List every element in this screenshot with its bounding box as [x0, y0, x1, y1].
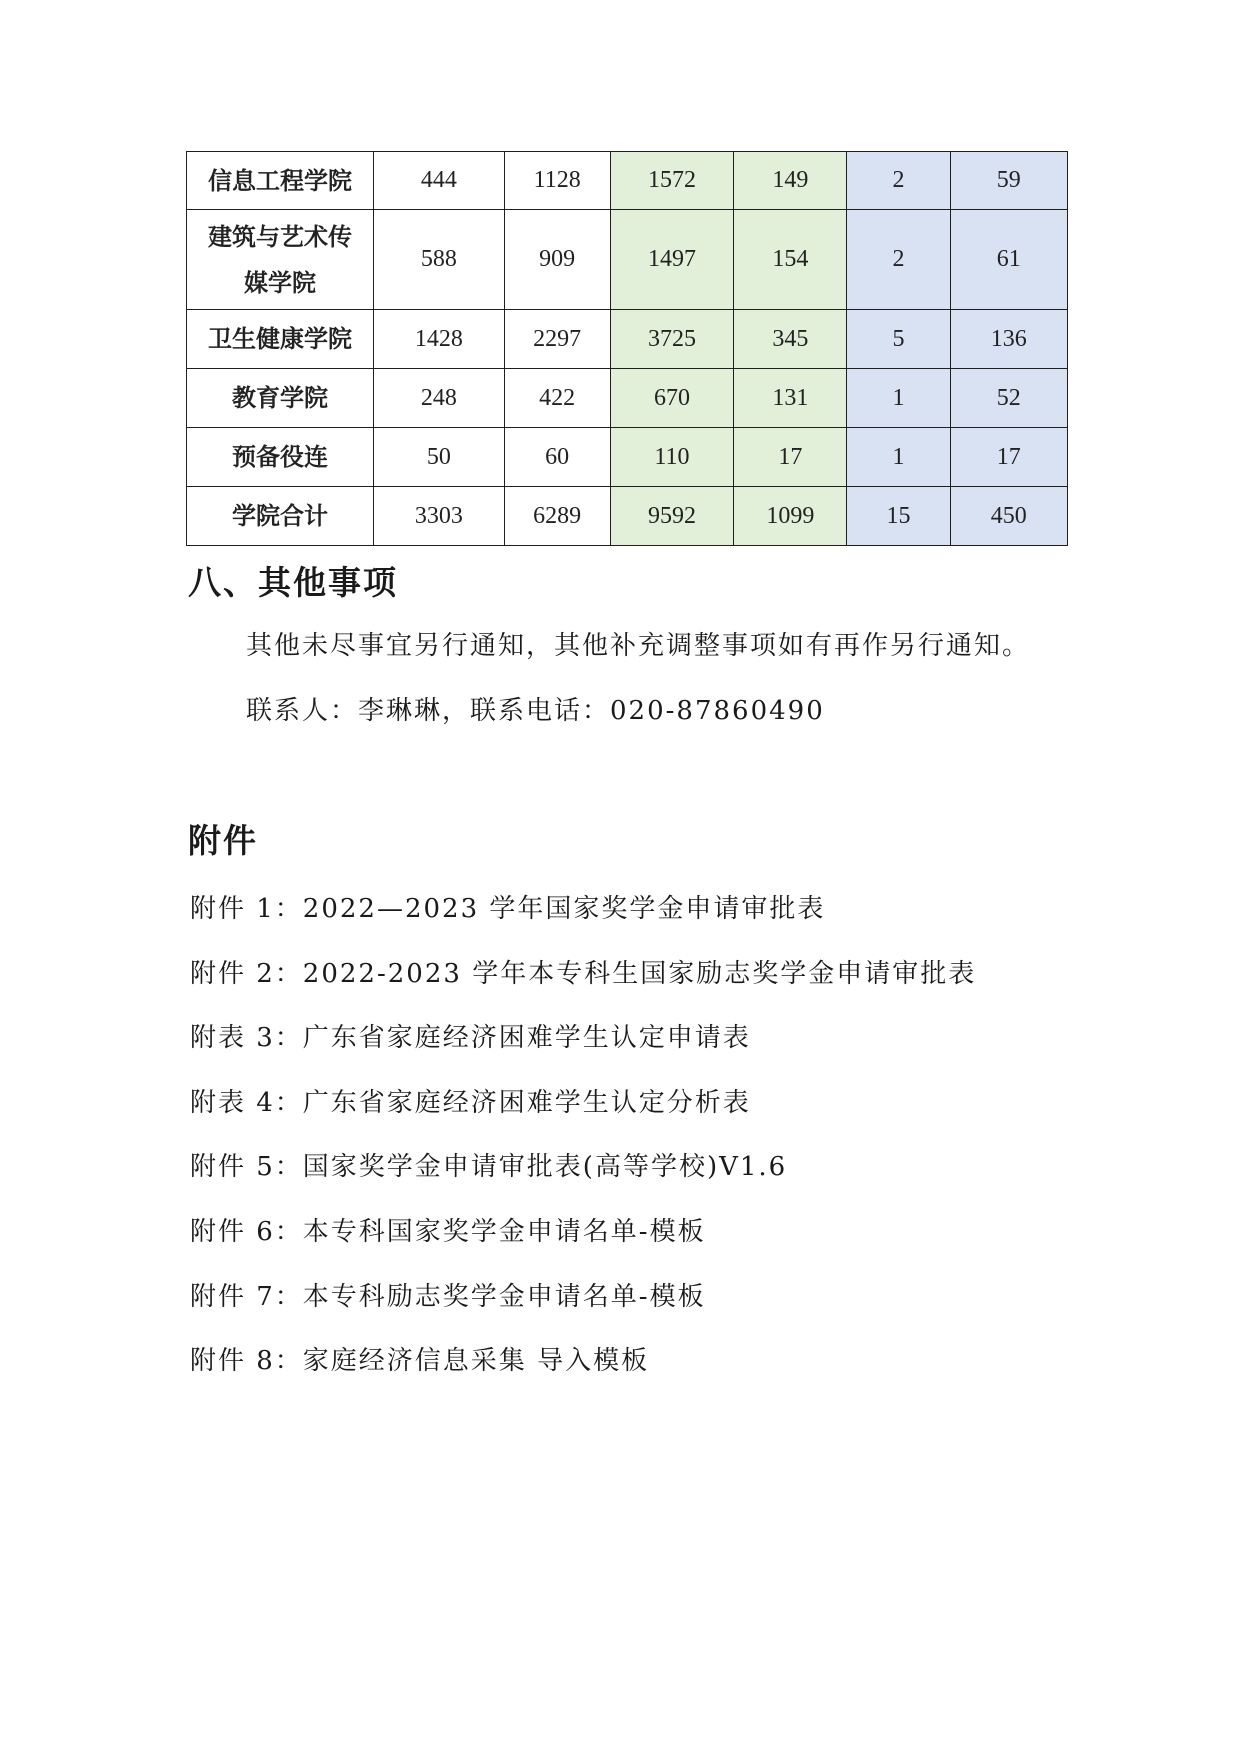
attachment-item: 附表 3：广东省家庭经济困难学生认定申请表 [190, 1023, 751, 1054]
attachment-item: 附件 8：家庭经济信息采集 导入模板 [190, 1346, 650, 1377]
value-cell: 1 [847, 428, 950, 487]
value-cell: 588 [374, 210, 504, 310]
value-cell: 1 [847, 369, 950, 428]
value-cell: 444 [374, 152, 504, 210]
value-cell: 50 [374, 428, 504, 487]
table-row [187, 152, 1068, 210]
college-name-line: 媒学院 [244, 268, 317, 297]
table-row [187, 210, 1068, 310]
value-cell: 60 [504, 428, 610, 487]
value-cell: 2 [847, 210, 950, 310]
value-cell: 6289 [504, 487, 610, 546]
college-name-cell [187, 487, 374, 546]
college-name-cell [187, 210, 374, 310]
attachment-item: 附件 7：本专科励志奖学金申请名单-模板 [190, 1281, 706, 1312]
college-name-line: 建筑与艺术传 [208, 222, 353, 251]
value-cell: 1099 [734, 487, 847, 546]
value-cell: 422 [504, 369, 610, 428]
attachment-item: 附件 1：2022—2023 学年国家奖学金申请审批表 [190, 894, 826, 924]
table-row [187, 310, 1068, 369]
value-cell: 670 [610, 369, 733, 428]
value-cell: 59 [950, 152, 1067, 210]
table-row [187, 487, 1068, 546]
value-cell: 61 [950, 210, 1067, 310]
value-cell: 3725 [610, 310, 733, 369]
value-cell: 17 [950, 428, 1067, 487]
value-cell: 1128 [504, 152, 610, 210]
value-cell: 131 [734, 369, 847, 428]
value-cell: 1572 [610, 152, 733, 210]
contact-paragraph: 联系人：李琳琳，联系电话：020-87860490 [246, 696, 825, 726]
section-heading-other-matters: 八、其他事项 [188, 563, 398, 602]
value-cell: 1497 [610, 210, 733, 310]
college-name-line: 信息工程学院 [208, 166, 353, 195]
value-cell: 136 [950, 310, 1067, 369]
value-cell: 1428 [374, 310, 504, 369]
quota-table [186, 151, 1068, 546]
college-name-cell [187, 310, 374, 369]
college-name-cell [187, 369, 374, 428]
attachment-item: 附表 4：广东省家庭经济困难学生认定分析表 [190, 1087, 751, 1118]
attachments-heading: 附件 [188, 821, 258, 860]
value-cell: 9592 [610, 487, 733, 546]
notice-paragraph: 其他未尽事宜另行通知，其他补充调整事项如有再作另行通知。 [246, 631, 1031, 661]
value-cell: 15 [847, 487, 950, 546]
value-cell: 248 [374, 369, 504, 428]
value-cell: 110 [610, 428, 733, 487]
value-cell: 17 [734, 428, 847, 487]
value-cell: 2297 [504, 310, 610, 369]
value-cell: 52 [950, 369, 1067, 428]
college-name-cell [187, 152, 374, 210]
value-cell: 345 [734, 310, 847, 369]
attachment-item: 附件 6：本专科国家奖学金申请名单-模板 [190, 1217, 706, 1247]
value-cell: 154 [734, 210, 847, 310]
value-cell: 450 [950, 487, 1067, 546]
value-cell: 149 [734, 152, 847, 210]
table-row [187, 428, 1068, 487]
college-name-cell [187, 428, 374, 487]
value-cell: 3303 [374, 487, 504, 546]
table-row [187, 369, 1068, 428]
value-cell: 2 [847, 152, 950, 210]
value-cell: 5 [847, 310, 950, 369]
college-name-line: 卫生健康学院 [208, 325, 353, 353]
attachment-item: 附件 5：国家奖学金申请审批表(高等学校)V1.6 [190, 1152, 788, 1183]
attachment-item: 附件 2：2022-2023 学年本专科生国家励志奖学金申请审批表 [190, 958, 977, 989]
college-name-line: 学院合计 [232, 502, 329, 530]
college-name-line: 教育学院 [232, 384, 329, 412]
value-cell: 909 [504, 210, 610, 310]
college-name-line: 预备役连 [232, 443, 329, 471]
